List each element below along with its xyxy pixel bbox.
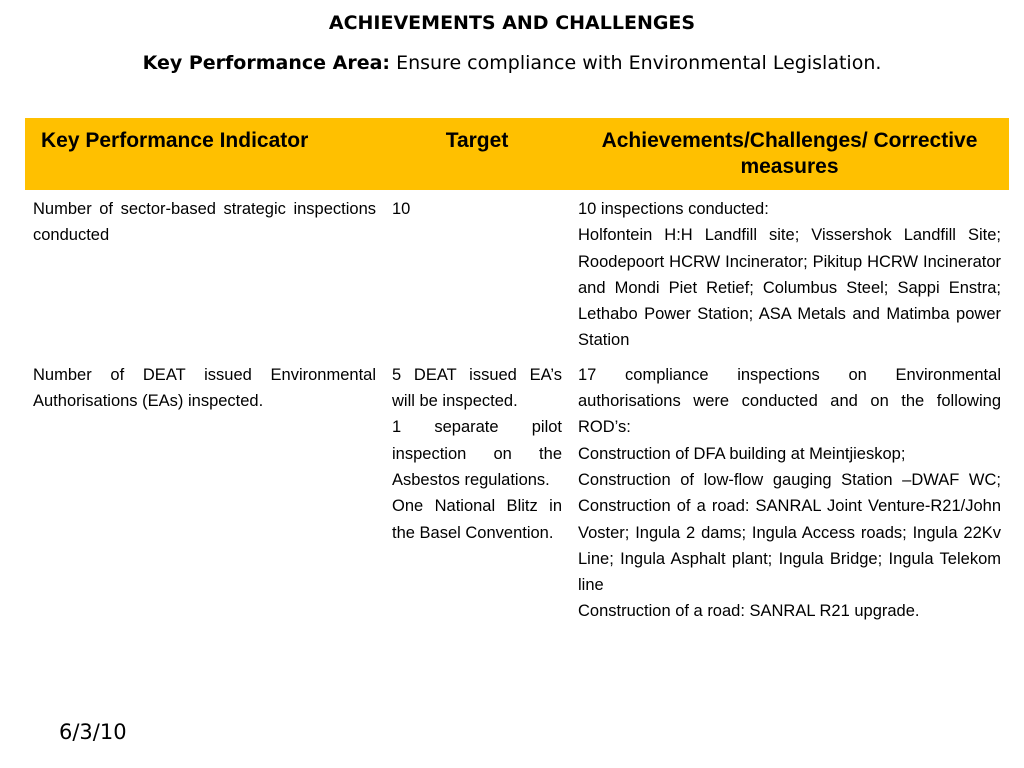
table-row bbox=[25, 362, 1009, 625]
performance-table bbox=[25, 118, 1009, 625]
kpa-text: Ensure compliance with Environmental Legislation. bbox=[396, 52, 882, 74]
target-cell bbox=[384, 362, 570, 625]
target-cell bbox=[384, 190, 570, 362]
header-achievements: Achievements/Challenges/ Corrective measures bbox=[570, 118, 1009, 190]
achievement-line: Construction of DFA building at Meintjieskop; bbox=[578, 444, 906, 463]
header-kpi: Key Performance Indicator bbox=[25, 118, 384, 190]
achievement-line: Holfontein H:H Landfill site; Vissershok Landfill Site; Roodepoort HCRW Incinerator; Pikitup HCRW Incinerator and Mondi Piet Retief; Columbus Steel; Sappi Enstra; Lethabo Power Station; ASA Metals and Matimba power Station bbox=[578, 226, 1001, 350]
target-line: 10 bbox=[392, 200, 411, 218]
table-header-row bbox=[25, 118, 1009, 190]
target-line: 5 DEAT issued EA’s will be inspected. bbox=[392, 365, 562, 411]
slide-title: ACHIEVEMENTS AND CHALLENGES bbox=[328, 12, 696, 34]
header-target: Target bbox=[384, 118, 570, 190]
achievements-cell bbox=[570, 190, 1009, 362]
achievement-line: Construction of a road: SANRAL R21 upgrade. bbox=[578, 602, 920, 621]
kpi-cell: Number of sector-based strategic inspections conducted bbox=[33, 200, 376, 245]
achievements-cell bbox=[570, 362, 1009, 625]
table-row bbox=[25, 190, 1009, 362]
kpa-label: Key Performance Area: bbox=[142, 52, 391, 74]
target-line: One National Blitz in the Basel Convention. bbox=[392, 497, 562, 542]
kpi-cell: Number of DEAT issued Environmental Authorisations (EAs) inspected. bbox=[33, 365, 376, 411]
achievement-line: 17 compliance inspections on Environmental authorisations were conducted and on the following ROD’s: bbox=[578, 365, 1001, 437]
kpa-line bbox=[0, 52, 1024, 74]
achievement-line: 10 inspections conducted: bbox=[578, 200, 769, 218]
achievement-line: Construction of low-flow gauging Station –DWAF WC; Construction of a road: SANRAL Joint Venture-R21/John Voster; Ingula 2 dams; Ingula Access roads; Ingula 22Kv Line; Ingula Asphalt plant; Ingula Bridge; Ingula Telekom line bbox=[578, 470, 1001, 595]
target-line: 1 separate pilot inspection on the Asbestos regulations. bbox=[392, 418, 562, 489]
slide-date: 6/3/10 bbox=[59, 720, 127, 744]
